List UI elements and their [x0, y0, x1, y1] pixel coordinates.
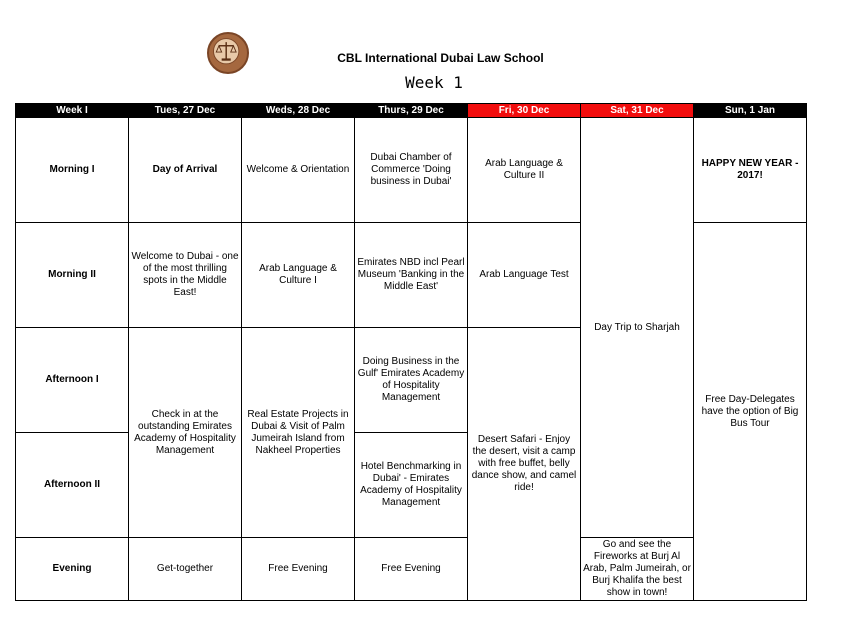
schedule-cell: Day of Arrival — [129, 118, 242, 223]
school-name: CBL International Dubai Law School — [337, 51, 544, 65]
schedule-cell: Welcome & Orientation — [242, 118, 355, 223]
week-title: Week 1 — [405, 73, 463, 92]
table-row — [16, 538, 807, 601]
row-label: Afternoon II — [16, 433, 129, 538]
row-label: Morning II — [16, 223, 129, 328]
schedule-cell: Go and see the Fireworks at Burj Al Arab, Palm Jumeirah, or Burj Khalifa the best show in town! — [581, 538, 694, 601]
header-row — [16, 104, 807, 118]
schedule-cell: Day Trip to Sharjah — [581, 118, 694, 538]
row-label: Afternoon I — [16, 328, 129, 433]
schedule-cell: Free Evening — [355, 538, 468, 601]
column-header: Weds, 28 Dec — [242, 104, 355, 118]
row-label: Evening — [16, 538, 129, 601]
schedule-cell: Real Estate Projects in Dubai & Visit of Palm Jumeirah Island from Nakheel Properties — [242, 328, 355, 538]
schedule-cell: Arab Language Test — [468, 223, 581, 328]
schedule-cell: Free Evening — [242, 538, 355, 601]
schedule-cell: Doing Business in the Gulf' Emirates Academy of Hospitality Management — [355, 328, 468, 433]
schedule-cell: Hotel Benchmarking in Dubai' - Emirates Academy of Hospitality Management — [355, 433, 468, 538]
table-row — [16, 118, 807, 223]
column-header: Sun, 1 Jan — [694, 104, 807, 118]
schedule-cell: Dubai Chamber of Commerce 'Doing business in Dubai' — [355, 118, 468, 223]
schedule-cell: HAPPY NEW YEAR - 2017! — [694, 118, 807, 223]
schedule-cell: Welcome to Dubai - one of the most thrilling spots in the Middle East! — [129, 223, 242, 328]
schedule-cell: Emirates NBD incl Pearl Museum 'Banking in the Middle East' — [355, 223, 468, 328]
schedule-cell: Get-together — [129, 538, 242, 601]
row-label: Morning I — [16, 118, 129, 223]
column-header: Week I — [16, 104, 129, 118]
schedule-table — [15, 103, 807, 601]
schedule-cell: Check in at the outstanding Emirates Academy of Hospitality Management — [129, 328, 242, 538]
column-header: Thurs, 29 Dec — [355, 104, 468, 118]
column-header: Tues, 27 Dec — [129, 104, 242, 118]
schedule-cell: Arab Language & Culture II — [468, 118, 581, 223]
schedule-cell: Free Day-Delegates have the option of Big Bus Tour — [694, 223, 807, 601]
schedule-cell: Arab Language & Culture I — [242, 223, 355, 328]
column-header-weekend: Fri, 30 Dec — [468, 104, 581, 118]
column-header-weekend: Sat, 31 Dec — [581, 104, 694, 118]
schedule-cell: Desert Safari - Enjoy the desert, visit a camp with free buffet, belly dance show, and camel ride! — [468, 328, 581, 601]
